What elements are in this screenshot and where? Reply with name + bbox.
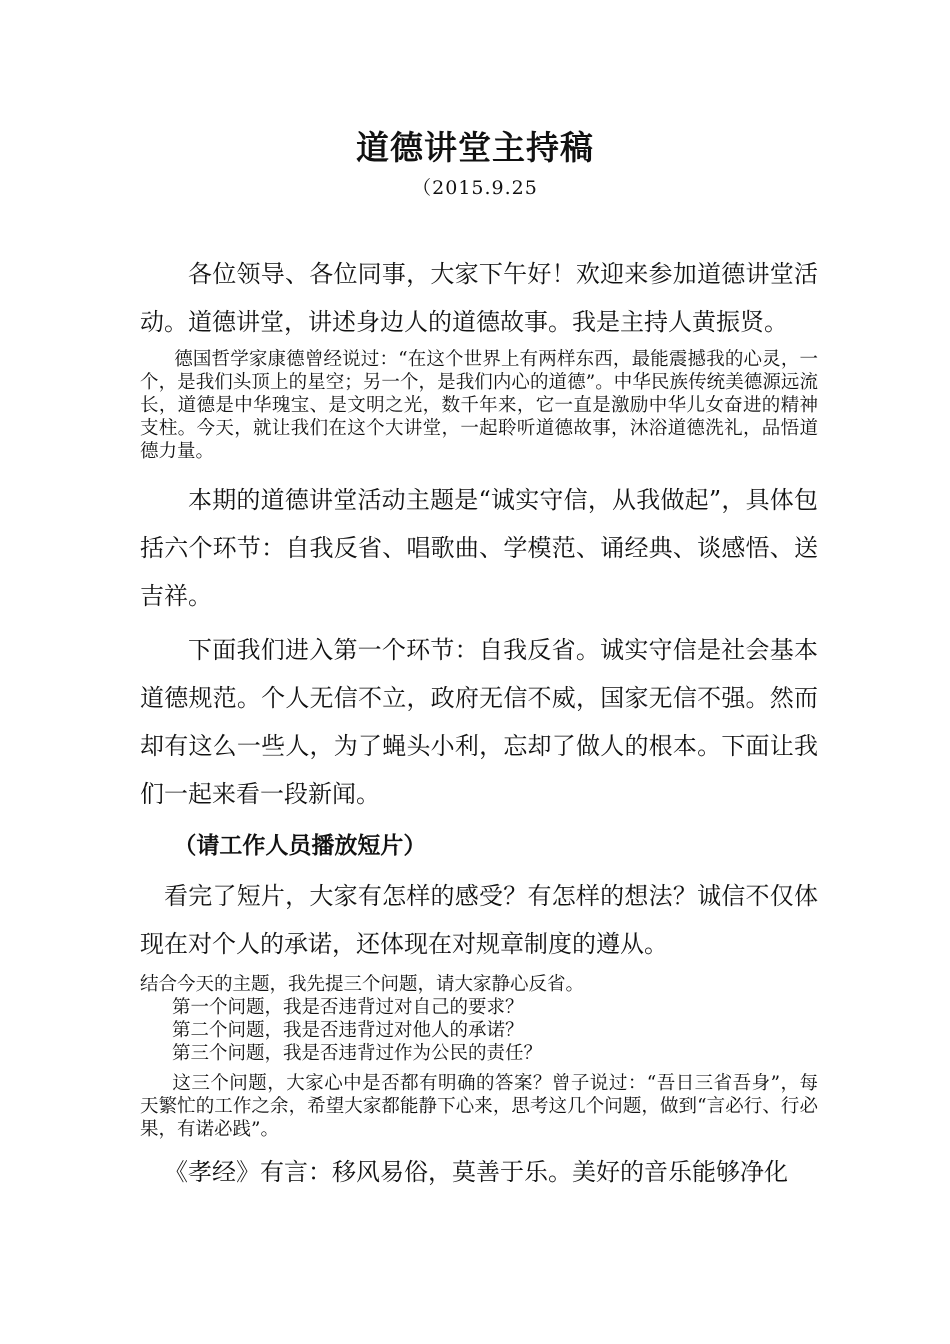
- paragraph-classic-of-filial-piety: 《孝经》有言：移风易俗，莫善于乐。美好的音乐能够净化: [164, 1158, 788, 1186]
- stage-direction: （请工作人员播放短片）: [173, 833, 427, 859]
- document-title: 道德讲堂主持稿: [356, 128, 594, 167]
- paragraph-theme: 本期的道德讲堂活动主题是“诚实守信，从我做起”，具体包括六个环节：自我反省、唱歌曲、学模范、诵经典、谈感悟、送吉祥。: [140, 486, 818, 610]
- paragraph-zengzi: 这三个问题，大家心中是否都有明确的答案？曾子说过：“吾日三省吾身”，每天繁忙的工作之余，希望大家都能静下心来，思考这几个问题，做到“言必行、行必果，有诺必践”。: [140, 1073, 818, 1140]
- paragraph-greeting: 各位领导、各位同事，大家下午好！欢迎来参加道德讲堂活动。道德讲堂，讲述身边人的道德故事。我是主持人黄振贤。: [140, 260, 818, 336]
- paragraph-self-reflection: 下面我们进入第一个环节：自我反省。诚实守信是社会基本道德规范。个人无信不立，政府无信不威，国家无信不强。然而却有这么一些人，为了蝇头小利，忘却了做人的根本。下面让我们一起来看一段新闻。: [140, 636, 818, 808]
- paragraph-kant-quote: 德国哲学家康德曾经说过：“在这个世界上有两样东西，最能震撼我的心灵，一个，是我们头顶上的星空；另一个，是我们内心的道德”。中华民族传统美德源远流长，道德是中华瑰宝、是文明之光，数千年来，它一直是激励中华儿女奋进的精神支柱。今天，就让我们在这个大讲堂，一起聆听道德故事，沐浴道德洗礼，品悟道德力量。: [140, 349, 818, 462]
- paragraph-after-video: 看完了短片，大家有怎样的感受？有怎样的想法？诚信不仅体现在对个人的承诺，还体现在对规章制度的遵从。: [140, 882, 818, 958]
- paragraph-three-questions-intro: 结合今天的主题，我先提三个问题，请大家静心反省。: [140, 974, 585, 995]
- question-one: 第一个问题，我是否违背过对自己的要求？: [172, 997, 524, 1018]
- question-three: 第三个问题，我是否违背过作为公民的责任？: [172, 1043, 543, 1064]
- document-date: （2015.9.25: [412, 177, 538, 199]
- question-two: 第二个问题，我是否违背过对他人的承诺？: [172, 1020, 524, 1041]
